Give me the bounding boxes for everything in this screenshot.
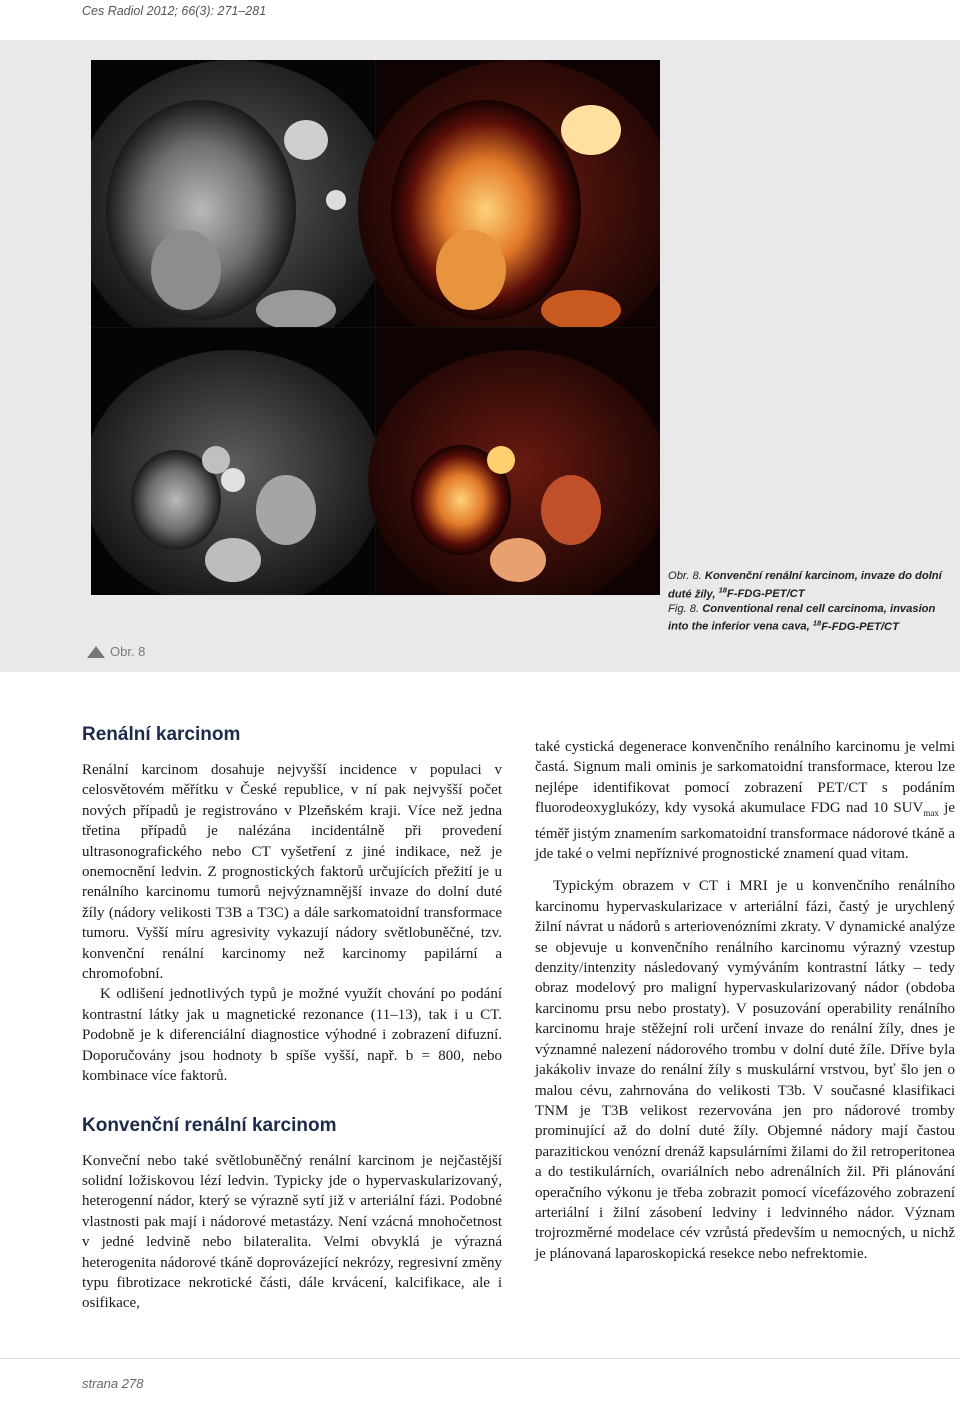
caption-english bbox=[668, 602, 950, 635]
paragraph bbox=[535, 737, 955, 864]
ct-image-bottom bbox=[91, 328, 383, 595]
caption-en-label: Fig. 8. bbox=[668, 602, 700, 615]
paragraph: Konveční nebo také světlobuněčný renální karcinom je nejčastější solidní ložiskovou lézí ledvin. Typicky jde o hypervaskularizovaný, heterogenní nádor, který se výrazně sytí již v arteriální fázi. Podobné vlastnosti pak mají i nádorové metastázy. Není vzácná mnohočetnost v jedné ledvině nebo bilateralita. Velmi obvyklá je výrazná heterogenita nádorové tkáně doprovázející nekrózy, regresivní změny typu fibrotizace nekrotické části, dále krvácení, kalcifikace, ale i osifikace, bbox=[82, 1152, 502, 1312]
figure-caption bbox=[668, 569, 950, 634]
page-number: strana 278 bbox=[82, 1376, 144, 1391]
suv-subscript: max bbox=[923, 808, 939, 819]
caption-en-sup: 18 bbox=[812, 618, 822, 628]
paragraph: K odlišení jednotlivých typů je možné využít chování po podání kontrastní látky jak u magnetické rezonance (11–13), tak i u CT. Podobně je k diferenciální diagnostice výhodné i zobrazení difuzní. Doporučovány jsou hodnoty b spíše vyšší, např. b = 800, nebo kombinace více faktorů. bbox=[82, 986, 502, 1085]
triangle-up-icon bbox=[87, 646, 105, 658]
journal-citation: Ces Radiol 2012; 66(3): 271–281 bbox=[82, 4, 267, 18]
right-column bbox=[535, 737, 955, 1264]
pet-ct-image-bottom bbox=[368, 328, 660, 595]
section-heading-renal-carcinoma: Renální karcinom bbox=[82, 724, 241, 745]
section-heading-conventional-carcinoma: Konvenční renální karcinom bbox=[82, 1114, 337, 1136]
caption-en-tracer: F-FDG-PET/CT bbox=[821, 620, 899, 633]
pet-ct-image-top bbox=[358, 60, 660, 360]
paragraph-part: je téměř jistým znamením sarkomatoidní transformace nádorové tkáně a jde také o velmi nepříznivé prognostické znamení quad vitam. bbox=[535, 800, 955, 863]
figure-marker-label: Obr. 8 bbox=[110, 644, 146, 659]
figure-ct-pet-images bbox=[91, 60, 660, 595]
caption-czech bbox=[668, 569, 950, 602]
caption-cz-sup: 18 bbox=[718, 585, 727, 595]
paragraph: Typickým obrazem v CT i MRI je u konvenčního renálního karcinomu hypervaskularizace v arteriální fázi, častý je urychlený žilní návrat u nádorů s arteriovenózními zkraty. V dynamické analýze se objevuje u konvenčního renálního karcinomu výrazný vzestup denzity/intenzity následovaný vymýváním kontrastní látky – tedy obraz modelový pro maligní hypervaskularizovaný nádor (obdoba karcinomu prsu nebo prostaty). V posuzování operability renálního karcinomu hraje stěžejní roli určení invaze do renální žíly, dnes je významné nalezení nádorového trombu v dolní duté žíle. Dříve byla jakákoliv invaze do renální žíly s muskulární vrstvou, byť šlo jen o malou cévu, zahrnována do velikosti T3b. V současné klasifikaci TNM je T3B velikost rezervována jen pro nádorové tromby prominující až do dolní duté žíly. Objemné nádory mají častou parazitickou venózní drenáž kapsulárními žilami do žil retroperitonea a do testikulárních, ovariálních nebo adrenálních žil. Při plánování operačního výkonu je třeba zobrazit pomocí vícefázového zobrazení arteriální i žilní zásobení ledviny i ledvinného nádor. Význam trojrozměrné modelace cév vzrůstá především u nemocných, u nichž je plánovaná laparoskopická resekce nebo nefrektomie. bbox=[535, 878, 955, 1262]
caption-en-text: Conventional renal cell carcinoma, invasion into the inferior vena cava, bbox=[668, 602, 936, 633]
ct-image-top bbox=[91, 60, 393, 360]
caption-cz-label: Obr. 8. bbox=[668, 570, 702, 582]
footer-divider bbox=[0, 1358, 960, 1359]
left-column bbox=[82, 722, 502, 1314]
paragraph: Renální karcinom dosahuje nejvyšší incidence v populaci v celosvětovém měřítku v České republice, v ní pak nejvyšší počet nových případů je registrováno v Plzeňském kraji. Více než jedna třetina případů je nalézána incidentálně při provedení ultrasonografického nebo CT vyšetření z jiné indikace, než je onemocnění ledvin. Z prognostických faktorů určujících přežití je u renálního karcinomu tumorů nejvýznamnější invaze do dolní duté žíly (nádory velikosti T3B a T3C) a dále sarkomatoidní transformace tumoru. Vyšší míru agresivity vykazují nádory světlobuněčné, tzv. konvenční renální karcinomy než karcinomy papilární a chromofobní. bbox=[82, 762, 502, 983]
caption-cz-text: Konvenční renální karcinom, invaze do dolní duté žíly, bbox=[668, 570, 942, 601]
figure-marker bbox=[87, 644, 145, 659]
caption-cz-tracer: F-FDG-PET/CT bbox=[726, 588, 805, 601]
paragraph-part: také cystická degenerace konvenčního renálního karcinomu je velmi častá. Signum mali ominis je sarkomatoidní transformace, kterou lze nejlépe identifikovat pomocí zobrazení PET/CT s podáním fluorodeoxyglukózy, kdy vysoká akumulace FDG nad 10 SUV bbox=[535, 739, 955, 817]
